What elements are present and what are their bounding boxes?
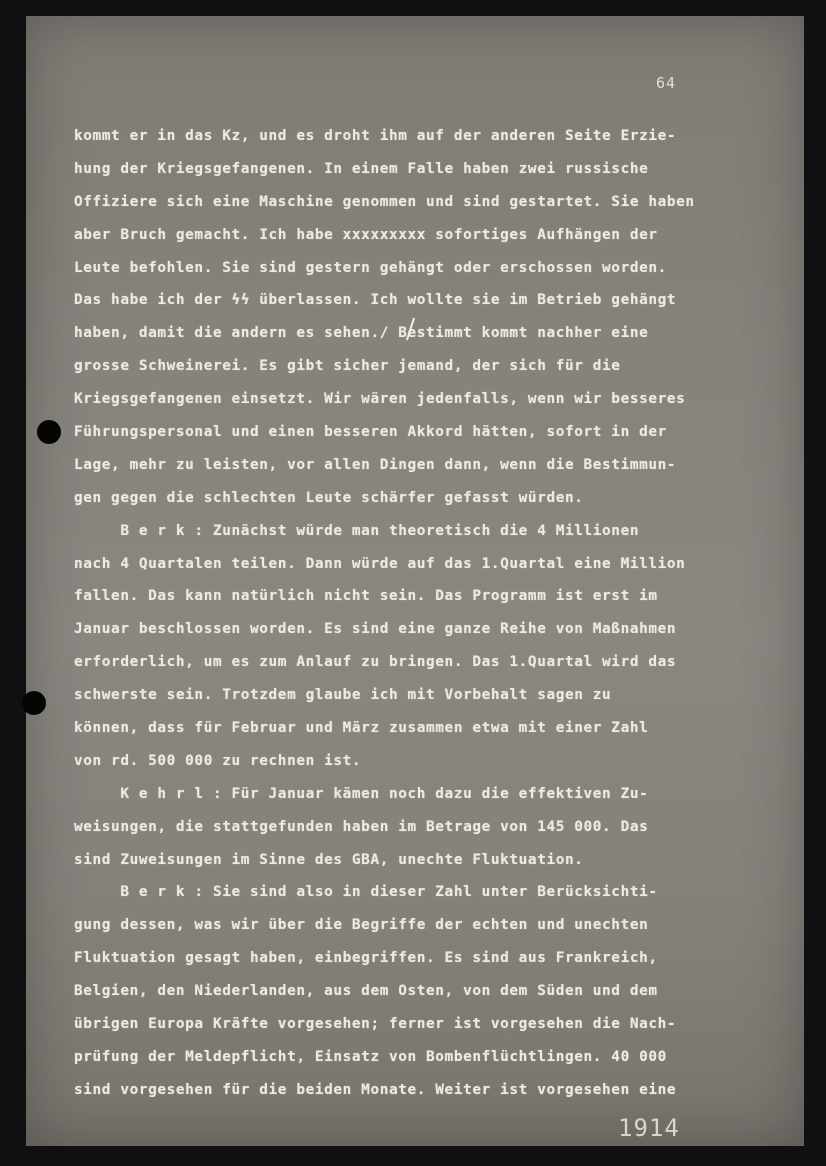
text-line: haben, damit die andern es sehen./ Bestimmt kommt nachher eine [74,325,649,342]
punch-hole-lower [22,691,46,715]
text-line: sind vorgesehen für die beiden Monate. Weiter ist vorgesehen eine [74,1081,677,1098]
text-line: sind Zuweisungen im Sinne des GBA, unechte Fluktuation. [74,851,584,868]
text-line: grosse Schweinerei. Es gibt sicher jemand, der sich für die [74,358,621,375]
archive-stamp-number: 1914 [618,1114,680,1142]
text-line: von rd. 500 000 zu rechnen ist. [74,752,362,769]
text-line: Januar beschlossen worden. Es sind eine ganze Reihe von Maßnahmen [74,621,677,638]
text-line: gen gegen die schlechten Leute schärfer gefasst würden. [74,489,584,506]
text-line: gung dessen, was wir über die Begriffe der echten und unechten [74,917,649,934]
typed-text-body [74,120,774,1107]
text-line: aber Bruch gemacht. Ich habe xxxxxxxxx sofortiges Aufhängen der [74,226,658,243]
text-line: Belgien, den Niederlanden, aus dem Osten, von dem Süden und dem [74,983,658,1000]
text-line: nach 4 Quartalen teilen. Dann würde auf das 1.Quartal eine Million [74,555,686,572]
text-line: hung der Kriegsgefangenen. In einem Falle haben zwei russische [74,160,649,177]
text-line: K e h r l : Für Januar kämen noch dazu die effektiven Zu- [74,785,649,802]
text-line: Leute befohlen. Sie sind gestern gehängt oder erschossen worden. [74,259,667,276]
text-line: B e r k : Zunächst würde man theoretisch die 4 Millionen [74,522,640,539]
punch-hole-upper [37,420,61,444]
text-line: weisungen, die stattgefunden haben im Betrage von 145 000. Das [74,818,649,835]
text-line: Führungspersonal und einen besseren Akkord hätten, sofort in der [74,424,667,441]
text-line: erforderlich, um es zum Anlauf zu bringen. Das 1.Quartal wird das [74,654,677,671]
text-line: fallen. Das kann natürlich nicht sein. Das Programm ist erst im [74,588,658,605]
text-line: übrigen Europa Kräfte vorgesehen; ferner ist vorgesehen die Nach- [74,1016,677,1033]
text-line: Offiziere sich eine Maschine genommen und sind gestartet. Sie haben [74,193,695,210]
text-line: Das habe ich der ϟϟ überlassen. Ich wollte sie im Betrieb gehängt [74,292,677,309]
text-line: B e r k : Sie sind also in dieser Zahl unter Berücksichti- [74,884,658,901]
page-number: 64 [656,74,677,92]
text-line: Lage, mehr zu leisten, vor allen Dingen dann, wenn die Bestimmun- [74,456,677,473]
handwritten-slash-mark [404,316,418,342]
text-line: kommt er in das Kz, und es droht ihm auf der anderen Seite Erzie- [74,128,677,144]
text-line: können, dass für Februar und März zusammen etwa mit einer Zahl [74,720,649,737]
text-line: Kriegsgefangenen einsetzt. Wir wären jedenfalls, wenn wir besseres [74,391,686,408]
text-line: schwerste sein. Trotzdem glaube ich mit Vorbehalt sagen zu [74,687,612,704]
text-line: Fluktuation gesagt haben, einbegriffen. Es sind aus Frankreich, [74,950,658,967]
text-line: prüfung der Meldepflicht, Einsatz von Bombenflüchtlingen. 40 000 [74,1048,667,1065]
